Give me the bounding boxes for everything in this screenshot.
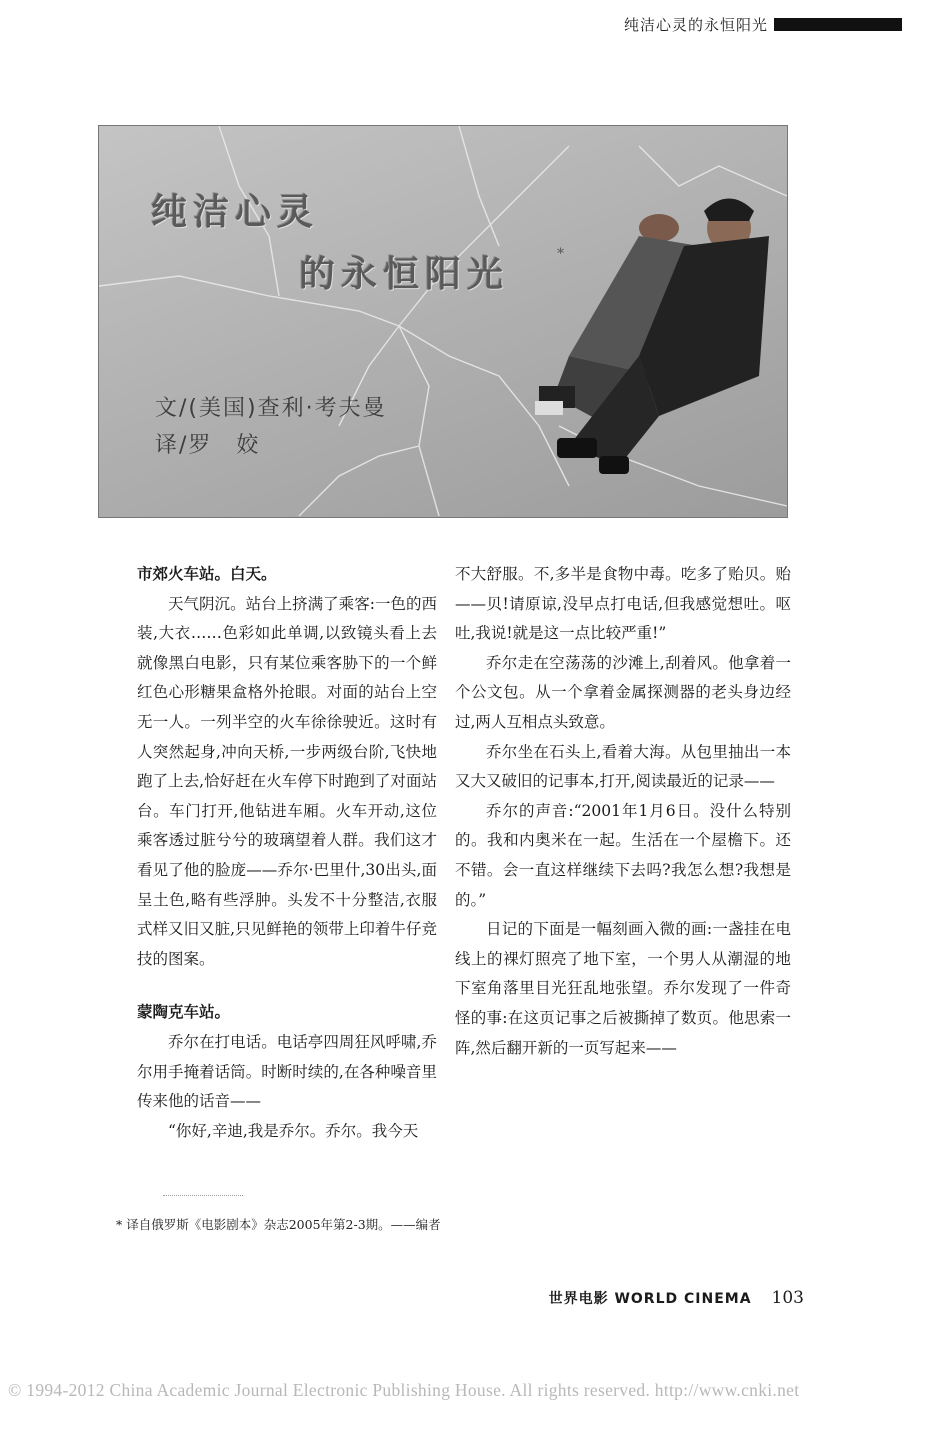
paragraph: 乔尔走在空荡荡的沙滩上,刮着风。他拿着一个公文包。从一个拿着金属探测器的老头身边经过,两人互相点头致意。 — [455, 653, 791, 731]
scene-heading-1: 市郊火车站。白天。 — [137, 565, 277, 583]
right-column — [455, 560, 791, 1063]
page-number: 103 — [771, 1288, 804, 1308]
copyright-notice: © 1994-2012 China Academic Journal Electronic Publishing House. All rights reserved. http://www.cnki.net — [8, 1380, 800, 1400]
header-black-bar — [774, 18, 902, 31]
left-column — [137, 560, 437, 1146]
paragraph: “你好,辛迪,我是乔尔。乔尔。我今天 — [168, 1121, 419, 1140]
running-title: 纯洁心灵的永恒阳光 — [623, 15, 768, 34]
magazine-name: 世界电影 WORLD CINEMA — [548, 1291, 752, 1307]
hero-title-mark: * — [557, 246, 564, 262]
running-head — [624, 14, 902, 34]
footnote-rule — [163, 1195, 243, 1196]
hero-title-line2: 的永恒阳光 — [299, 254, 510, 295]
hero-photo — [98, 125, 788, 518]
hero-title-line1: 纯洁心灵 — [151, 192, 320, 233]
paragraph: 乔尔的声音:“2001年1月6日。没什么特别的。我和内奥米在一起。生活在一个屋檐下。还不错。会一直这样继续下去吗?我怎么想?我想是的。” — [455, 801, 791, 909]
translator-credit: 译/罗 姣 — [155, 433, 261, 458]
paragraph: 乔尔坐在石头上,看着大海。从包里抽出一本又大又破旧的记事本,打开,阅读最近的记录—— — [455, 742, 791, 791]
folio — [549, 1288, 804, 1308]
footnote: * 译自俄罗斯《电影剧本》杂志2005年第2-3期。——编者 — [116, 1217, 441, 1232]
paragraph: 天气阴沉。站台上挤满了乘客:一色的西装,大衣……色彩如此单调,以致镜头看上去就像黑白电影，只有某位乘客胁下的一个鲜红色心形糖果盒格外抢眼。对面的站台上空无一人。一列半空的火车徐徐驶近。这时有人突然起身,冲向天桥,一步两级台阶,飞快地跑了上去,恰好赶在火车停下时跑到了对面站台。车门打开,他钻进车厢。火车开动,这位乘客透过脏兮兮的玻璃望着人群。我们这才看见了他的脸庞——乔尔·巴里什,30出头,面呈土色,略有些浮肿。头发不十分整洁,衣服式样又旧又脏,只见鲜艳的领带上印着牛仔竞技的图案。 — [137, 594, 437, 968]
paragraph: 乔尔在打电话。电话亭四周狂风呼啸,乔尔用手掩着话筒。时断时续的,在各种噪音里传来他的话音—— — [137, 1032, 437, 1111]
paragraph: 不大舒服。不,多半是食物中毒。吃多了贻贝。贻——贝!请原谅,没早点打电话,但我感觉想吐。呕吐,我说!就是这一点比较严重!” — [455, 565, 791, 643]
paragraph: 日记的下面是一幅刻画入微的画:一盏挂在电线上的裸灯照亮了地下室，一个男人从潮湿的地下室角落里目光狂乱地张望。乔尔发现了一件奇怪的事:在这页记事之后被撕掉了数页。他思索一阵,然后翻开新的一页写起来—— — [455, 920, 791, 1057]
scene-heading-2: 蒙陶克车站。 — [137, 1003, 231, 1022]
author-credit: 文/(美国)查利·考夫曼 — [155, 396, 387, 421]
